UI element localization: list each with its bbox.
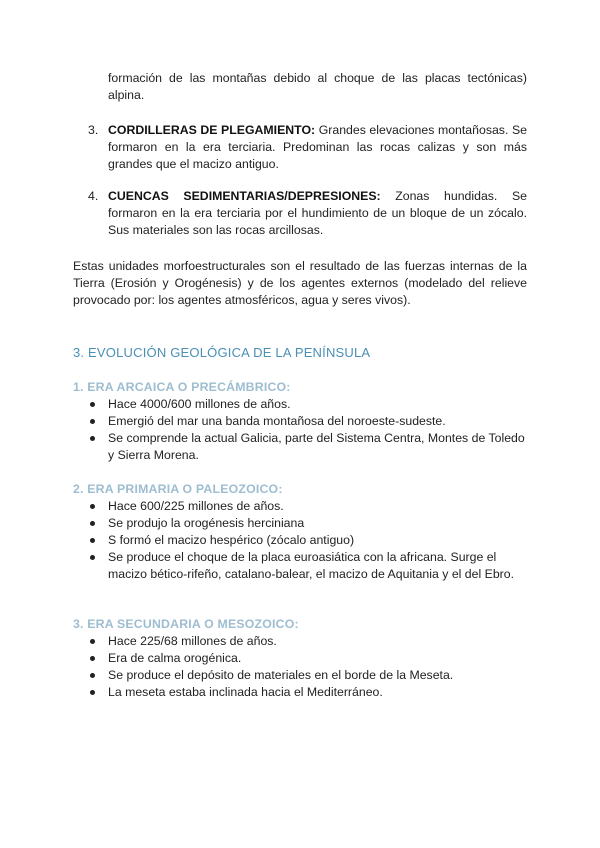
bullet-icon [90,555,95,560]
bullet-icon [90,419,95,424]
era-heading-arcaica: 1. ERA ARCAICA O PRECÁMBRICO: [73,380,291,394]
era-heading-secundaria: 3. ERA SECUNDARIA O MESOZOICO: [73,617,299,631]
item-body [108,188,527,239]
list-item: Hace 4000/600 millones de años. [88,396,528,413]
numbered-item-3 [88,122,527,173]
bullet-icon [90,656,95,661]
item-text: Grandes elevaciones montañosas. Se formaron en la era terciaria. Predominan las rocas calizas y son más grandes que el macizo antiguo. [108,123,527,171]
continued-paragraph: formación de las montañas debido al choque de las placas tectónicas) alpina. [108,71,527,102]
item-number: 4. [88,189,99,203]
item-number: 3. [88,123,99,137]
item-heading: CUENCAS SEDIMENTARIAS/DEPRESIONES: [108,189,381,203]
bullet-list-secundaria [88,633,528,701]
bullet-icon [90,436,95,441]
list-item: La meseta estaba inclinada hacia el Mediterráneo. [88,684,528,701]
list-item: Emergió del mar una banda montañosa del noroeste-sudeste. [88,413,528,430]
bullet-icon [90,521,95,526]
list-item: Se comprende la actual Galicia, parte del Sistema Centra, Montes de Toledo y Sierra Morena. [88,430,528,464]
section-title: 3. EVOLUCIÓN GEOLÓGICA DE LA PENÍNSULA [73,345,371,360]
bullet-icon [90,673,95,678]
item-body [108,122,527,173]
list-item: Hace 600/225 millones de años. [88,498,528,515]
bullet-list-arcaica [88,396,528,464]
bullet-icon [90,402,95,407]
list-item: Se produjo la orogénesis herciniana [88,515,528,532]
list-item: Hace 225/68 millones de años. [88,633,528,650]
bullet-icon [90,538,95,543]
numbered-item-4 [88,188,527,239]
list-item: Se produce el depósito de materiales en el borde de la Meseta. [88,667,528,684]
bullet-icon [90,504,95,509]
list-item: Se produce el choque de la placa euroasiática con la africana. Surge el macizo bético-rifeño, catalano-balear, el macizo de Aquitania y el del Ebro. [88,549,528,583]
list-item: Era de calma orogénica. [88,650,528,667]
bullet-icon [90,690,95,695]
list-item: S formó el macizo hespérico (zócalo antiguo) [88,532,528,549]
bullet-list-primaria [88,498,528,583]
summary-paragraph: Estas unidades morfoestructurales son el resultado de las fuerzas internas de la Tierra (Erosión y Orogénesis) y de los agentes externos (modelado del relieve provocado por: los agentes atmosféricos, agua y seres vivos). [73,259,527,307]
era-heading-primaria: 2. ERA PRIMARIA O PALEOZOICO: [73,482,283,496]
item-heading: CORDILLERAS DE PLEGAMIENTO: [108,123,316,137]
bullet-icon [90,639,95,644]
item-text: Zonas hundidas. Se formaron en la era terciaria por el hundimiento de un bloque de un zócalo. Sus materiales son las rocas arcillosas. [108,189,527,237]
